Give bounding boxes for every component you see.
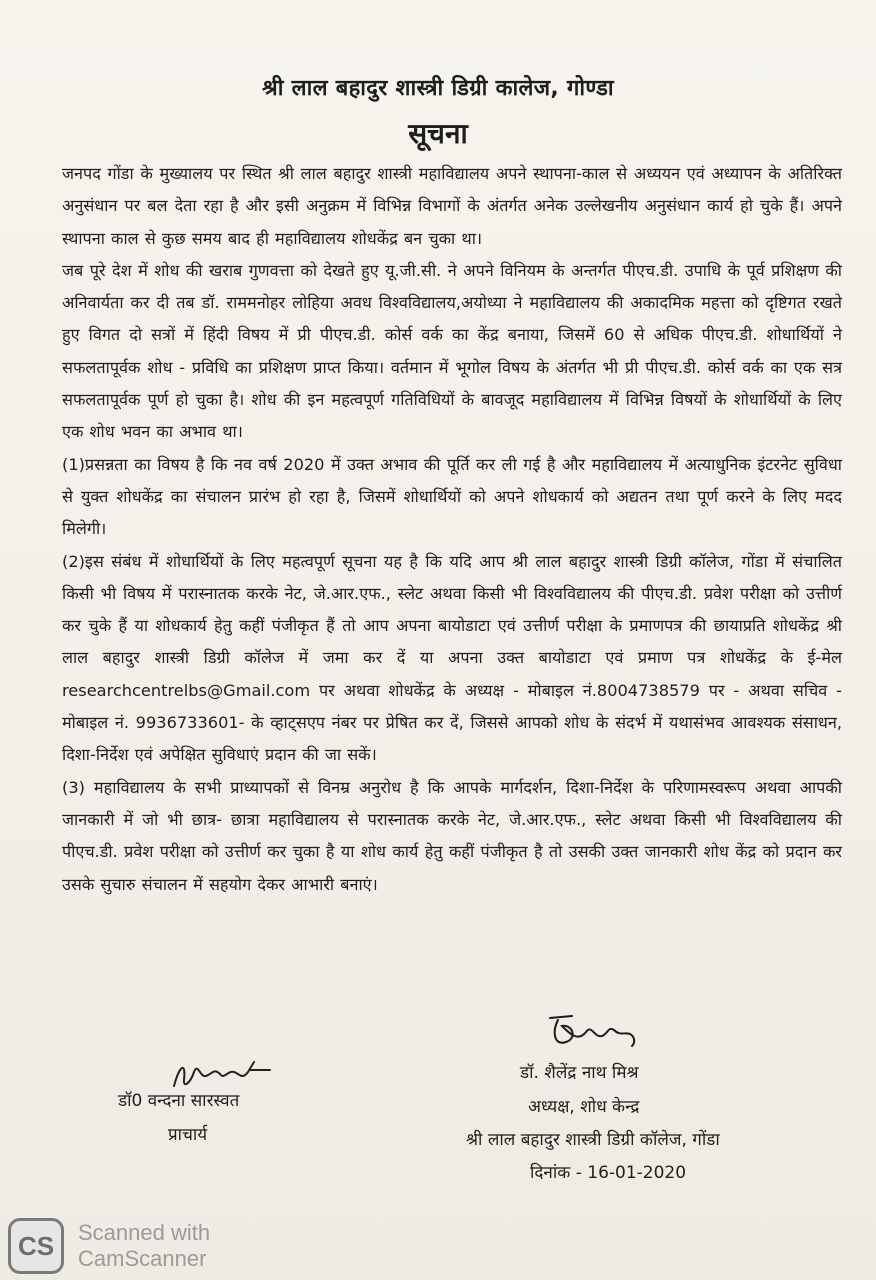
- notice-date: दिनांक - 16-01-2020: [530, 1163, 687, 1183]
- camscanner-watermark: [78, 1220, 210, 1272]
- head-signature-image: [548, 1012, 648, 1056]
- paragraph-point-1: (1)प्रसन्नता का विषय है कि नव वर्ष 2020 में उक्त अभाव की पूर्ति कर ली गई है और महाविद्यालय में अत्याधुनिक इंटरनेट सुविधा से युक्त शोधकेंद्र का संचालन प्रारंभ हो रहा है, जिसमें शोधार्थियों को अपने शोधकार्य को अद्यतन तथा पूर्ण करने के लिए मदद मिलेगी।: [62, 454, 842, 539]
- principal-name: डॉ0 वन्दना सारस्वत: [118, 1091, 240, 1111]
- watermark-line-2: CamScanner: [78, 1246, 207, 1271]
- paragraph-intro: जनपद गोंडा के मुख्यालय पर स्थित श्री लाल बहादुर शास्त्री महाविद्यालय अपने स्थापना-काल से अध्ययन एवं अध्यापन के अतिरिक्त अनुसंधान पर बल देता रहा है और इसी अनुक्रम में विभिन्न विभागों के अंतर्गत अनेक उल्लेखनीय अनुसंधान कार्य हो चुके हैं। अपने स्थापना काल से कुछ समय बाद ही महाविद्यालय शोधकेंद्र बन चुका था।: [62, 164, 842, 248]
- camscanner-logo-icon: CS: [8, 1218, 64, 1274]
- notice-title: सूचना: [408, 117, 468, 150]
- watermark-line-1: Scanned with: [78, 1220, 211, 1245]
- paragraph-point-3: (3) महाविद्यालय के सभी प्राध्यापकों से विनम्र अनुरोध है कि आपके मार्गदर्शन, दिशा-निर्देश के परिणामस्वरूप अथवा आपकी जानकारी में जो भी छात्र- छात्रा महाविद्यालय से परास्नातक करके नेट, जे.आर.एफ., स्लेट अथवा किसी भी विश्वविद्यालय की पीएच.डी. प्रवेश परीक्षा को उत्तीर्ण कर चुका है या शोध कार्य हेतु कहीं पंजीकृत है तो उसकी उक्त जानकारी शोध केंद्र को प्रदान कर उसके सुचारु संचालन में सहयोग देकर आभारी बनाएं।: [62, 777, 842, 894]
- notice-body: [62, 158, 842, 901]
- principal-signature-image: [170, 1058, 280, 1092]
- paragraph-background: जब पूरे देश में शोध की खराब गुणवत्ता को देखते हुए यू.जी.सी. ने अपने विनियम के अन्तर्गत पीएच.डी. उपाधि के पूर्व प्रशिक्षण की अनिवार्यता कर दी तब डॉ. राममनोहर लोहिया अवध विश्वविद्यालय,अयोध्या ने महाविद्यालय की अकादमिक महत्ता को दृष्टिगत रखते हुए विगत दो सत्रों में हिंदी विषय में प्री पीएच.डी. कोर्स वर्क का केंद्र बनाया, जिसमें 60 से अधिक पीएच.डी. शोधार्थियों ने सफलतापूर्वक शोध - प्रविधि का प्रशिक्षण प्राप्त किया। वर्तमान में भूगोल विषय के अंतर्गत भी प्री पीएच.डी. कोर्स वर्क का एक सत्र सफलतापूर्वक पूर्ण हो चुका है। शोध की इन महत्वपूर्ण गतिविधियों के बावजूद महाविद्यालय में विभिन्न विषयों के शोधार्थियों के लिए एक शोध भवन का अभाव था।: [62, 260, 842, 442]
- college-heading: श्री लाल बहादुर शास्त्री डिग्री कालेज, गोण्डा: [262, 76, 614, 101]
- head-role: अध्यक्ष, शोध केन्द्र: [528, 1097, 640, 1117]
- head-name: डॉ. शैलेंद्र नाथ मिश्र: [520, 1063, 639, 1083]
- head-organization: श्री लाल बहादुर शास्त्री डिग्री कॉलेज, गोंडा: [466, 1130, 720, 1150]
- paragraph-point-2: (2)इस संबंध में शोधार्थियों के लिए महत्वपूर्ण सूचना यह है कि यदि आप श्री लाल बहादुर शास्त्री डिग्री कॉलेज, गोंडा में संचालित किसी भी विषय में परास्नातक करके नेट, जे.आर.एफ., स्लेट अथवा किसी भी विश्वविद्यालय की पीएच.डी. प्रवेश परीक्षा को उत्तीर्ण कर चुके हैं या शोधकार्य हेतु कहीं पंजीकृत हैं तो आप अपना बायोडाटा एवं उत्तीर्ण परीक्षा के प्रमाणपत्र की छायाप्रति शोधकेंद्र श्री लाल बहादुर शास्त्री डिग्री कॉलेज में जमा कर दें या अपना उक्त बायोडाटा एवं प्रमाण पत्र शोधकेंद्र के ई-मेल researchcentrelbs@Gmail.com पर अथवा शोधकेंद्र के अध्यक्ष - मोबाइल नं.8004738579 पर - अथवा सचिव - मोबाइल नं. 9936733601- के व्हाट्सएप नंबर पर प्रेषित कर दें, जिससे आपको शोध के संदर्भ में यथासंभव आवश्यक संसाधन, दिशा-निर्देश एवं अपेक्षित सुविधाएं प्रदान की जा सकें।: [62, 551, 842, 765]
- principal-role: प्राचार्य: [168, 1125, 208, 1145]
